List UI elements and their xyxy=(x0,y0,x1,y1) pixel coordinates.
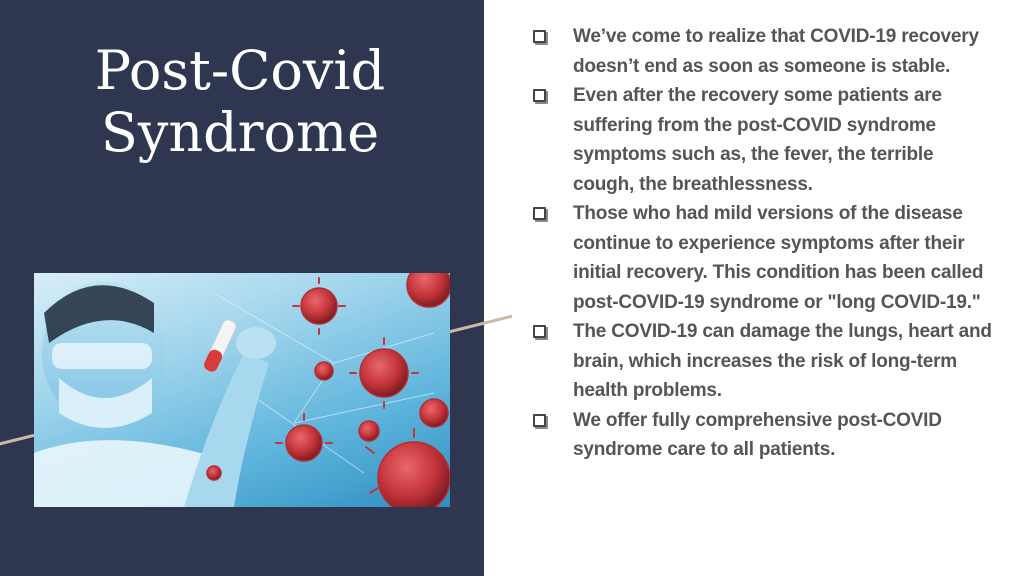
slide-title xyxy=(40,40,440,164)
list-item xyxy=(533,406,993,465)
bullet-text: Those who had mild versions of the disease continue to experience symptoms after their initial recovery. This condition has been called post-COVID-19 syndrome or "long COVID-19." xyxy=(573,203,984,313)
slide-title-line-1: Post-Covid xyxy=(94,39,386,102)
bullet-text: The COVID-19 can damage the lungs, heart and brain, which increases the risk of long-term health problems. xyxy=(573,321,992,401)
checkbox-bullet-icon xyxy=(533,89,546,102)
checkbox-bullet-icon xyxy=(533,325,546,338)
covid-lab-illustration-icon xyxy=(34,273,450,507)
checkbox-bullet-icon xyxy=(533,207,546,220)
checkbox-bullet-icon xyxy=(533,30,546,43)
list-item xyxy=(533,199,993,317)
bullet-text: We’ve come to realize that COVID-19 recovery doesn’t end as soon as someone is stable. xyxy=(573,26,979,77)
checkbox-bullet-icon xyxy=(533,414,546,427)
list-item xyxy=(533,81,993,199)
bullet-text: Even after the recovery some patients are suffering from the post-COVID syndrome symptoms such as, the fever, the terrible cough, the breathlessness. xyxy=(573,85,942,195)
slide-title-line-2: Syndrome xyxy=(100,101,380,164)
list-item xyxy=(533,22,993,81)
covid-lab-researcher-image xyxy=(34,273,450,507)
bullet-list xyxy=(533,22,993,465)
bullet-panel xyxy=(533,22,993,465)
bullet-text: We offer fully comprehensive post-COVID syndrome care to all patients. xyxy=(573,409,942,460)
list-item xyxy=(533,317,993,406)
